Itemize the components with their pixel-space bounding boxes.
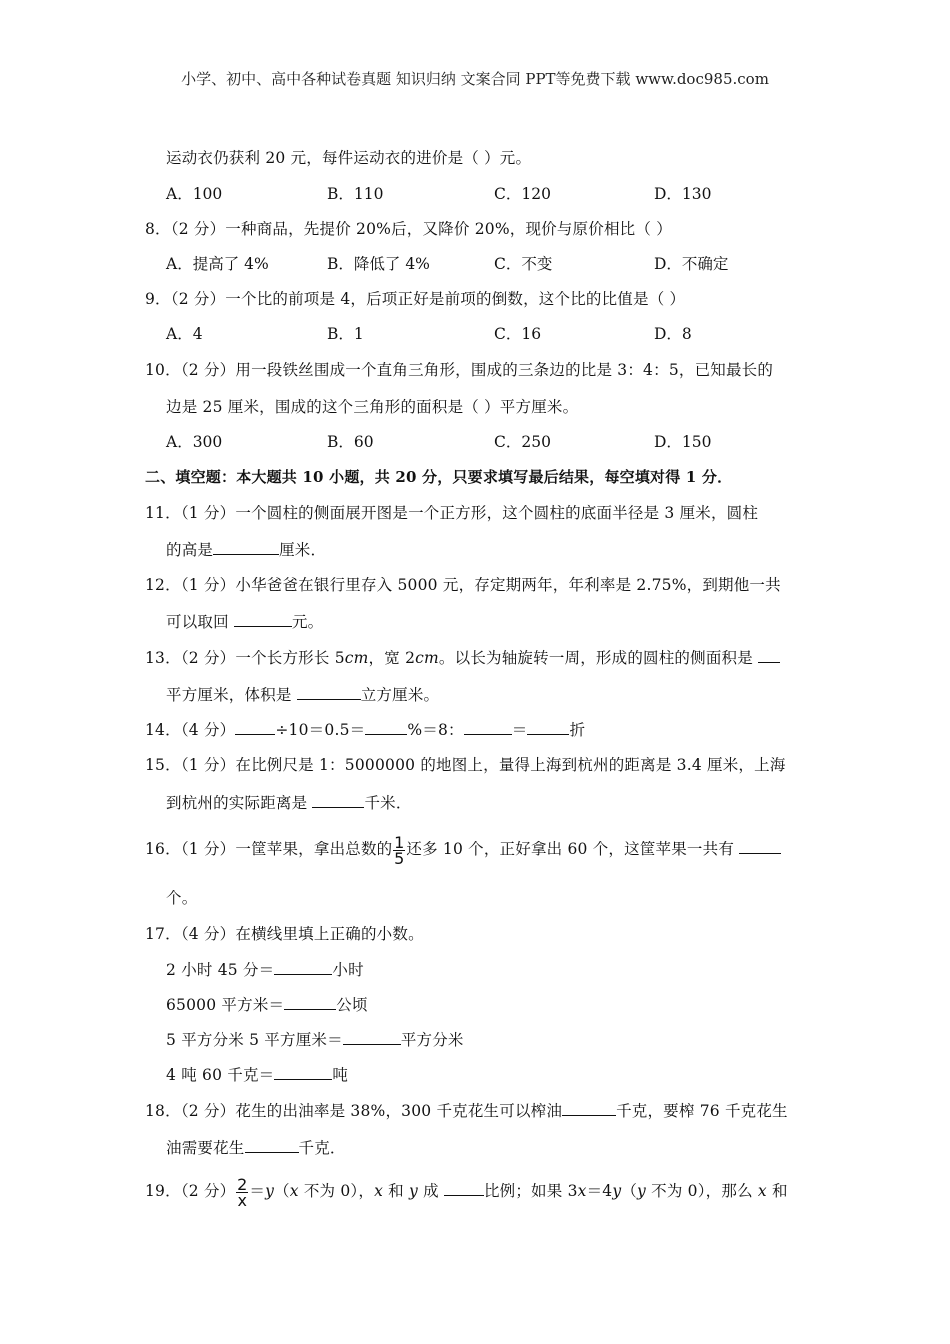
q18-blank-2[interactable] [245,1140,299,1153]
q19-number: 19． [145,1182,181,1200]
q19-text-and: 和 [383,1182,409,1200]
q13-answer-blank-1[interactable] [758,650,780,663]
q18-number: 18． [145,1102,181,1120]
q12-question [145,573,781,595]
q19-text-a: （2 分） [180,1182,236,1200]
q19-var-y-3: y [612,1182,622,1200]
q8-option-a: A．提高了 4% [166,255,269,273]
q15-text: （1 分）在比例尺是 1：5000000 的地图上，量得上海到杭州的距离是 3.4 厘米，上海 [180,756,786,774]
q17-item-1-a: 2 小时 45 分＝ [166,961,275,979]
q17-blank-3[interactable] [343,1032,401,1045]
q17-item-2 [166,993,368,1015]
q17-question [145,922,424,944]
q11-question [145,501,758,523]
q12-number: 12． [145,576,181,594]
q16-text-b: 还多 10 个，正好拿出 60 个，这筐苹果一共有 [406,840,740,858]
page-header: 小学、初中、高中各种试卷真题 知识归纳 文案合同 PPT等免费下载 www.doc985.com [181,70,769,88]
q15-number: 15． [145,756,181,774]
q7-option-d: D．130 [654,185,712,203]
q19-blank-1[interactable] [444,1183,484,1196]
q15-cont-b: 千米． [364,794,412,812]
q8-option-c: C．不变 [494,255,553,273]
q9-number: 9． [145,290,171,308]
q14-text-a: （4 分） [180,721,236,739]
q19-text-ratio: 比例；如果 3 [483,1182,578,1200]
q19-text-paren: （ [274,1182,290,1200]
q17-blank-1[interactable] [274,962,332,975]
q8-option-d: D．不确定 [654,255,729,273]
q13-number: 13． [145,649,181,667]
q11-cont-a: 的高是 [166,541,214,559]
q19-var-x-2: x [374,1182,384,1200]
q16-question [145,834,781,866]
q18-text-b: 千克，要榨 76 千克花生 [616,1102,788,1120]
q12-cont-b: 元。 [291,613,324,631]
q19-text-paren2: （ [621,1182,638,1200]
q16-frac-denominator: 5 [394,848,405,868]
q13-text-c: 。以长为轴旋转一周，形成的圆柱的侧面积是 [438,649,759,667]
q14-blank-3[interactable] [464,722,512,735]
q13-unit-length: cm [344,649,369,667]
q15-answer-blank[interactable] [312,795,364,808]
q8-option-b: B．降低了 4% [327,255,430,273]
q14-text-d: ＝ [511,721,528,739]
q19-var-y-4: y [637,1182,646,1200]
q16-frac-numerator: 1 [394,832,405,852]
q9-text: （2 分）一个比的前项是 4，后项正好是前项的倒数，这个比的比值是（ ） [170,290,686,308]
q13-text-b: ，宽 2 [368,649,416,667]
q15-cont [166,791,412,813]
q7-option-a: A．100 [166,185,223,203]
q10-number: 10． [145,361,181,379]
q17-item-2-b: 公顷 [336,996,368,1014]
q17-text: （4 分）在横线里填上正确的小数。 [180,925,424,943]
q13-cont [166,683,439,705]
q18-cont-a: 油需要花生 [166,1139,245,1157]
q14-blank-1[interactable] [235,722,275,735]
q10-option-a: A．300 [166,433,223,451]
q18-cont [166,1136,346,1158]
q17-item-2-a: 65000 平方米＝ [166,996,285,1014]
q17-item-3-a: 5 平方分米 5 平方厘米＝ [166,1031,343,1049]
q11-cont-b: 厘米． [279,541,327,559]
q17-item-3 [166,1028,464,1050]
q19-text-then: 不为 0），那么 [646,1182,758,1200]
q17-item-1 [166,958,364,980]
q12-cont-a: 可以取回 [166,613,234,631]
q19-text-eq: ＝ [249,1182,266,1200]
q10-option-d: D．150 [654,433,712,451]
q13-answer-blank-2[interactable] [297,687,361,700]
q19-text-cheng: 成 [417,1182,444,1200]
q17-blank-4[interactable] [274,1067,332,1080]
q16-number: 16． [145,840,181,858]
q18-blank-1[interactable] [562,1103,616,1116]
q8-text: （2 分）一种商品，先提价 20%后，又降价 20%，现价与原价相比（ ） [170,220,672,238]
q17-item-1-b: 小时 [332,961,364,979]
q11-text: （1 分）一个圆柱的侧面展开图是一个正方形，这个圆柱的底面半径是 3 厘米，圆柱 [180,504,759,522]
q13-cont-a: 平方厘米，体积是 [166,686,297,704]
q16-text-a: （1 分）一筐苹果，拿出总数的 [180,840,393,858]
q13-text-a: （2 分）一个长方形长 5 [180,649,345,667]
q14-text-c: %＝8： [407,721,464,739]
q17-item-4-a: 4 吨 60 千克＝ [166,1066,275,1084]
q14-blank-2[interactable] [365,722,407,735]
q9-option-d: D．8 [654,325,692,343]
q19-text-not-zero: 不为 0）， [298,1182,375,1200]
q19-var-x-4: x [757,1182,767,1200]
q10-option-b: B．60 [327,433,374,451]
q9-option-b: B．1 [327,325,364,343]
q16-cont: 个。 [166,889,198,907]
q8-number: 8． [145,220,171,238]
q10-question [145,358,773,380]
q10-text: （2 分）用一段铁丝围成一个直角三角形，围成的三条边的比是 3：4：5，已知最长的 [180,361,774,379]
q17-item-4 [166,1063,348,1085]
q15-cont-a: 到杭州的实际距离是 [166,794,313,812]
q19-fraction [236,1174,248,1210]
q15-question [145,753,786,775]
q19-var-x-1: x [289,1182,299,1200]
q10-option-c: C．250 [494,433,551,451]
q16-answer-blank[interactable] [739,841,781,854]
q11-number: 11． [145,504,181,522]
q14-text-e: 折 [569,721,586,739]
section-heading-fill-in: 二、填空题：本大题共 10 小题，共 20 分，只要求填写最后结果，每空填对得 1 分． [145,468,733,486]
q12-answer-blank[interactable] [234,614,292,627]
q11-cont [166,538,326,560]
q13-unit-width: cm [415,649,439,667]
q11-answer-blank[interactable] [213,542,279,555]
q19-frac-denominator: x [237,1190,248,1210]
q14-blank-4[interactable] [527,722,569,735]
q13-cont-b: 立方厘米。 [360,686,440,704]
q19-text-eq2: ＝4 [586,1182,613,1200]
q9-option-a: A．4 [166,325,203,343]
q19-var-x-3: x [577,1182,587,1200]
q10-text-cont: 边是 25 厘米，围成的这个三角形的面积是（ ）平方厘米。 [166,398,579,416]
q18-text-a: （2 分）花生的出油率是 38%，300 千克花生可以榨油 [180,1102,563,1120]
q19-question [145,1174,788,1208]
q9-question [145,287,685,309]
q17-item-3-b: 平方分米 [400,1031,464,1049]
q19-frac-numerator: 2 [237,1174,248,1194]
q9-option-c: C．16 [494,325,542,343]
q19-var-y-1: y [265,1182,275,1200]
q7-text: 运动衣仍获利 20 元，每件运动衣的进价是（ ）元。 [166,149,532,167]
q12-cont [166,610,323,632]
q19-var-y-2: y [409,1182,418,1200]
q14-text-b: ÷10＝0.5＝ [275,721,366,739]
q17-number: 17． [145,925,181,943]
q17-blank-2[interactable] [284,997,336,1010]
q14-number: 14． [145,721,181,739]
q18-question [145,1099,788,1121]
q8-question [145,217,672,239]
q18-cont-b: 千克． [298,1139,346,1157]
q7-option-c: C．120 [494,185,551,203]
q13-question [145,646,780,668]
q7-option-b: B．110 [327,185,384,203]
q12-text: （1 分）小华爸爸在银行里存入 5000 元，存定期两年，年利率是 2.75%，到期他一共 [180,576,781,594]
q16-fraction [393,832,405,868]
q17-item-4-b: 吨 [332,1066,349,1084]
q19-text-and2: 和 [766,1182,788,1200]
q14-question [145,718,585,740]
